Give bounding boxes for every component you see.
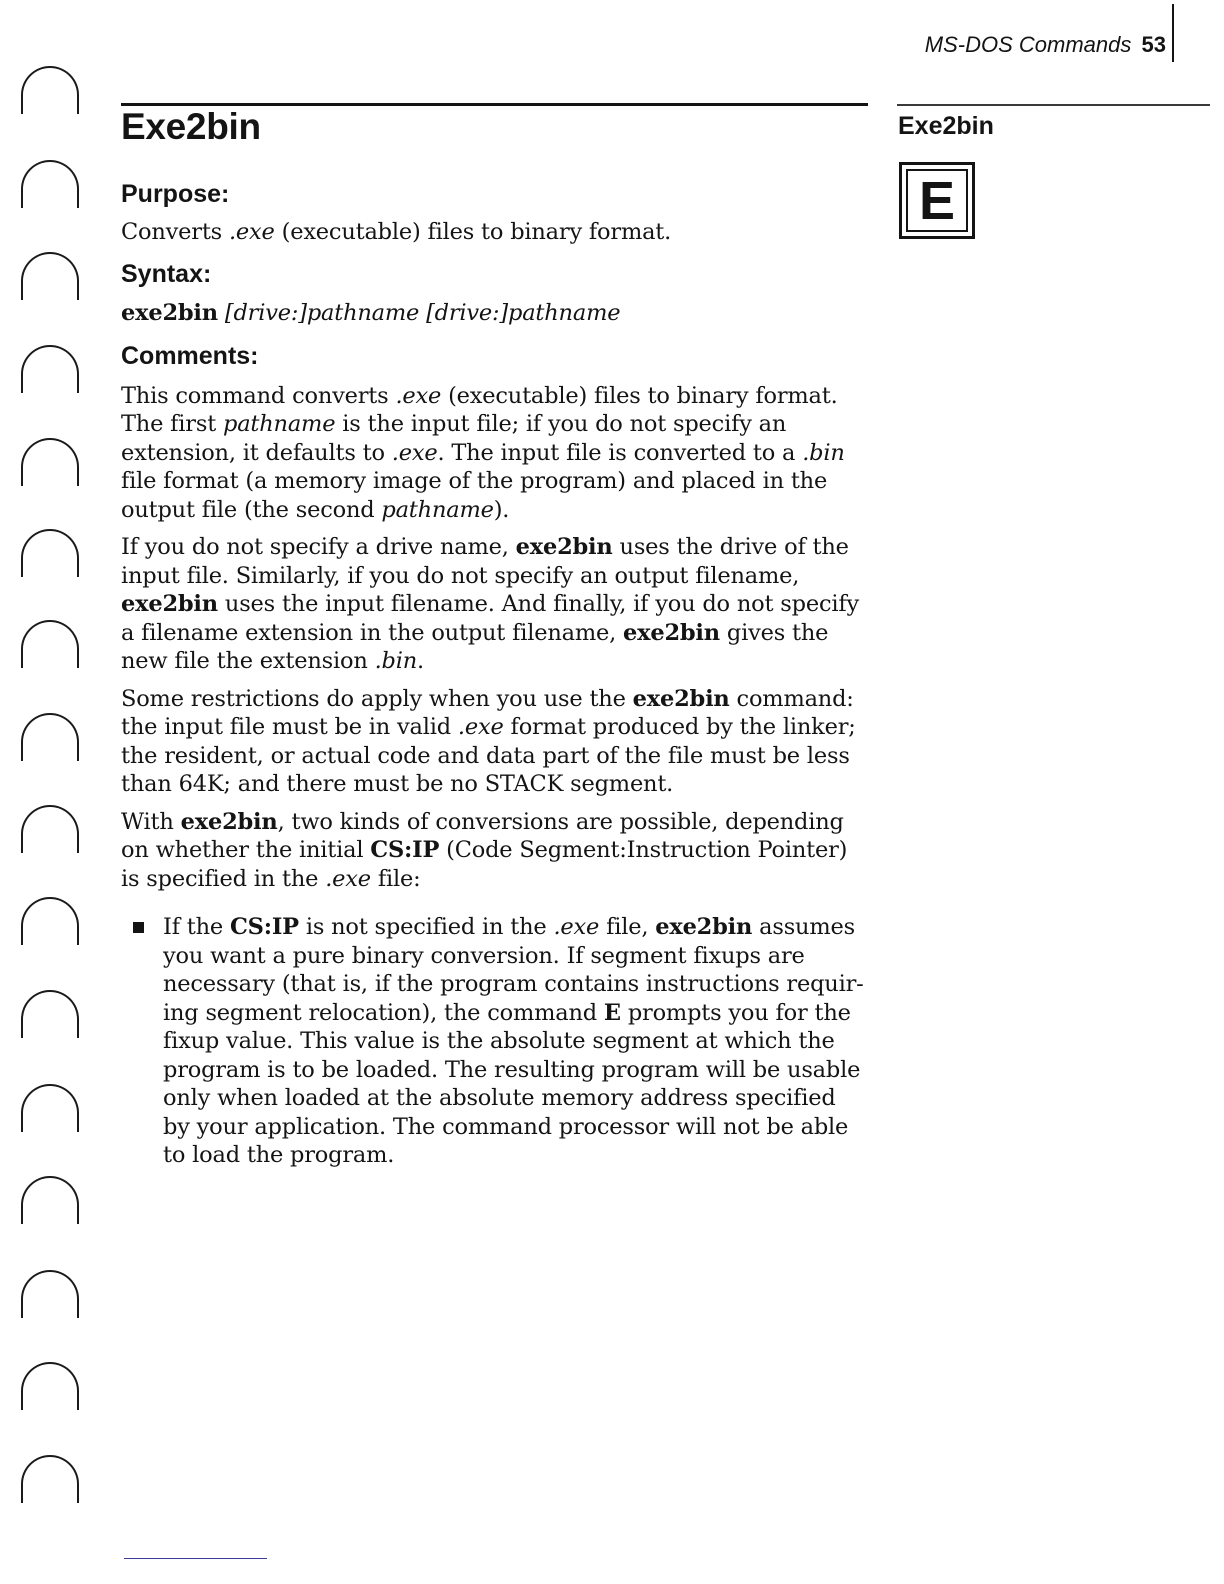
- list-item: [133, 913, 871, 1170]
- text-run: command: the input file must be in valid: [121, 685, 854, 740]
- text-run: prompts you for the fixup value. This value is the absolute segment at which the program is to be loaded. The resulting program will be usable only when loaded at the absolute memory address specified by your application. The command processor will not be able to load the program.: [163, 999, 861, 1168]
- binder-hole: [21, 1176, 79, 1224]
- footer-rule: [124, 1558, 267, 1559]
- text-run: exe2bin: [121, 591, 218, 617]
- text-run: format produced by the linker; the resident, or actual code and data part of the file must be less than 64K; and there must be no STACK segment.: [121, 714, 856, 797]
- text-run: assumes you want a pure binary conversion. If segment fixups are necessary (that is, if the program contains instructions requir-ing segment relocation), the command: [163, 914, 864, 1026]
- section-tab-letter: [899, 162, 975, 239]
- text-run: uses the drive of the input file. Similarly, if you do not specify an output filename,: [121, 534, 849, 589]
- text-run: .bin: [374, 648, 418, 674]
- text-run: exe2bin: [632, 685, 730, 712]
- text-run: .exe: [395, 382, 442, 409]
- text-run: If the: [163, 914, 230, 940]
- binder-hole: [21, 252, 79, 300]
- text-run: (executable) files to binary format. The first: [121, 382, 838, 437]
- page-number: 53: [1141, 32, 1166, 57]
- running-header: [925, 32, 1166, 58]
- text-run: With: [121, 808, 181, 835]
- text-run: If you do not specify a drive name,: [121, 534, 516, 560]
- text-run: Converts: [121, 219, 229, 245]
- syntax-argument: [drive:]pathname: [217, 299, 420, 326]
- purpose-text: [121, 218, 871, 247]
- binder-hole: [21, 990, 79, 1038]
- text-run: CS:IP: [229, 914, 299, 940]
- text-run: ).: [493, 496, 510, 523]
- binder-hole: [21, 1362, 79, 1410]
- text-run: . The input file is converted to a: [437, 439, 803, 466]
- sidebar-title: Exe2bin: [898, 112, 994, 140]
- text-run: .bin: [802, 439, 845, 466]
- text-run: is the input file; if you do not specify an extension, it defaults to: [121, 411, 787, 466]
- sidebar-rule: [897, 104, 1210, 106]
- syntax-line: [121, 300, 871, 326]
- text-run: .exe: [553, 914, 600, 940]
- section-tab-letter-text: E: [918, 170, 956, 231]
- text-run: CS:IP: [370, 837, 440, 863]
- text-run: Some restrictions do apply when you use the: [121, 685, 633, 712]
- text-run: gives the new file the extension: [121, 619, 829, 674]
- comments-paragraph-4: [121, 808, 871, 894]
- text-run: exe2bin: [180, 808, 278, 835]
- text-run: .: [417, 648, 424, 674]
- bullet-text: [163, 913, 868, 1170]
- binder-hole: [21, 66, 79, 114]
- text-run: .exe: [457, 714, 504, 740]
- comments-paragraph-3: [121, 685, 871, 799]
- text-run: exe2bin: [655, 914, 753, 940]
- binder-hole: [21, 529, 79, 577]
- comments-paragraph-1: [121, 382, 871, 525]
- text-run: file format (a memory image of the program) and placed in the output file (the second: [121, 468, 828, 523]
- purpose-heading: Purpose:: [121, 180, 230, 208]
- main-content: [121, 104, 871, 1170]
- text-run: uses the input filename. And finally, if you do not specify a filename extension in the output filename,: [121, 591, 859, 646]
- text-run: .exe: [391, 439, 438, 466]
- text-run: .exe: [228, 219, 275, 245]
- running-header-section: MS-DOS Commands: [924, 32, 1132, 57]
- text-run: (Code Segment:Instruction Pointer) is specified in the: [121, 837, 848, 892]
- binder-hole: [21, 438, 79, 486]
- syntax-command: exe2bin: [121, 299, 218, 326]
- text-run: exe2bin: [623, 619, 720, 646]
- text-run: .exe: [325, 865, 371, 892]
- binder-hole: [21, 1455, 79, 1503]
- text-run: pathname: [381, 496, 494, 523]
- syntax-heading: Syntax:: [121, 259, 212, 288]
- syntax-argument: [drive:]pathname: [419, 299, 621, 326]
- text-run: exe2bin: [515, 534, 613, 560]
- page-title: Exe2bin: [121, 106, 261, 147]
- binder-hole: [21, 805, 79, 853]
- text-run: This command converts: [121, 382, 396, 409]
- binder-hole: [21, 345, 79, 393]
- text-run: pathname: [223, 411, 336, 437]
- binder-hole: [21, 160, 79, 208]
- comments-heading: Comments:: [121, 341, 259, 370]
- text-run: file:: [370, 865, 421, 892]
- binder-hole: [21, 620, 79, 668]
- binder-hole: [21, 713, 79, 761]
- text-run: (executable) files to binary format.: [274, 219, 672, 245]
- text-run: is not specified in the: [298, 914, 554, 940]
- comments-paragraph-2: [121, 533, 871, 676]
- text-run: , two kinds of conversions are possible, depending on whether the initial: [121, 808, 844, 863]
- binder-hole: [21, 1084, 79, 1132]
- text-run: E: [603, 999, 621, 1026]
- text-run: file,: [599, 914, 656, 940]
- binder-hole: [21, 897, 79, 945]
- binder-hole: [21, 1270, 79, 1318]
- header-divider: [1172, 4, 1174, 62]
- bullet-icon: [133, 922, 144, 933]
